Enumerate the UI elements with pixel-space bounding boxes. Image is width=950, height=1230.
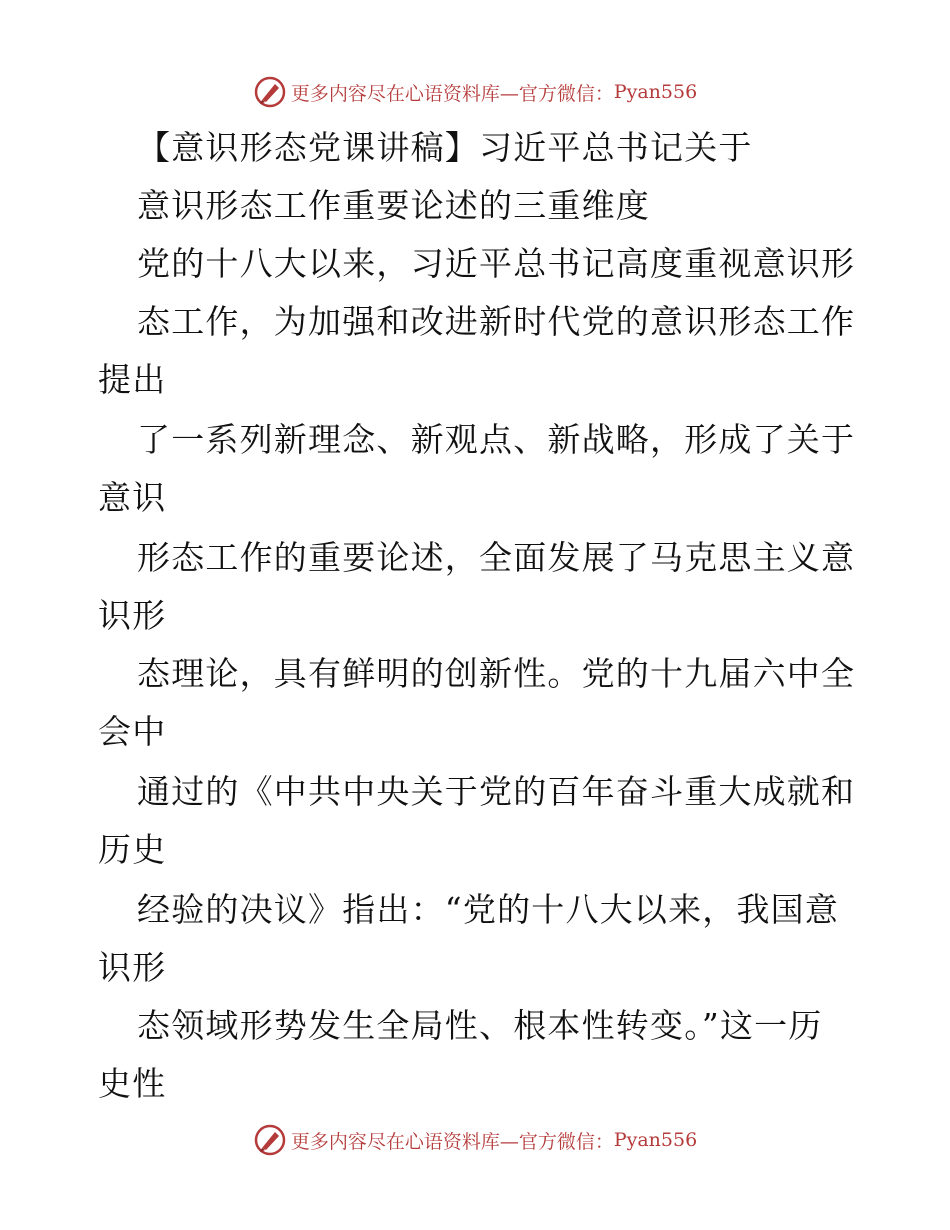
header-banner-text: 更多内容尽在心语资料库—官方微信： (290, 82, 614, 105)
doc-line-15: 识形 (98, 948, 167, 987)
doc-line-5: 提出 (98, 360, 167, 399)
footer-wechat-handle: Pyan556 (613, 1129, 698, 1151)
doc-line-17: 史性 (98, 1064, 167, 1103)
doc-line-11: 会中 (98, 712, 167, 751)
header-banner (0, 72, 950, 112)
doc-line-9: 识形 (98, 596, 167, 635)
doc-line-4: 态工作，为加强和改进新时代党的意识形态工作 (137, 302, 856, 341)
doc-line-10: 态理论，具有鲜明的创新性。党的十九届六中全 (137, 654, 856, 693)
doc-line-2: 意识形态工作重要论述的三重维度 (137, 186, 650, 225)
doc-line-14: 经验的决议》指出：“党的十八大以来，我国意 (137, 890, 840, 929)
doc-line-3: 党的十八大以来，习近平总书记高度重视意识形 (137, 244, 856, 283)
pen-logo-icon (253, 1123, 287, 1157)
doc-line-6: 了一系列新理念、新观点、新战略，形成了关于 (137, 420, 856, 459)
doc-line-16: 态领域形势发生全局性、根本性转变。”这一历 (137, 1006, 823, 1045)
doc-line-13: 历史 (98, 830, 167, 869)
footer-banner (0, 1120, 950, 1160)
doc-line-8: 形态工作的重要论述，全面发展了马克思主义意 (137, 538, 856, 577)
doc-line-12: 通过的《中共中央关于党的百年奋斗重大成就和 (137, 772, 856, 811)
doc-line-7: 意识 (98, 478, 167, 517)
header-wechat-handle: Pyan556 (613, 81, 698, 103)
pen-logo-icon (253, 75, 287, 109)
doc-line-1: 【意识形态党课讲稿】习近平总书记关于 (137, 128, 753, 167)
footer-banner-text: 更多内容尽在心语资料库—官方微信： (290, 1130, 614, 1153)
